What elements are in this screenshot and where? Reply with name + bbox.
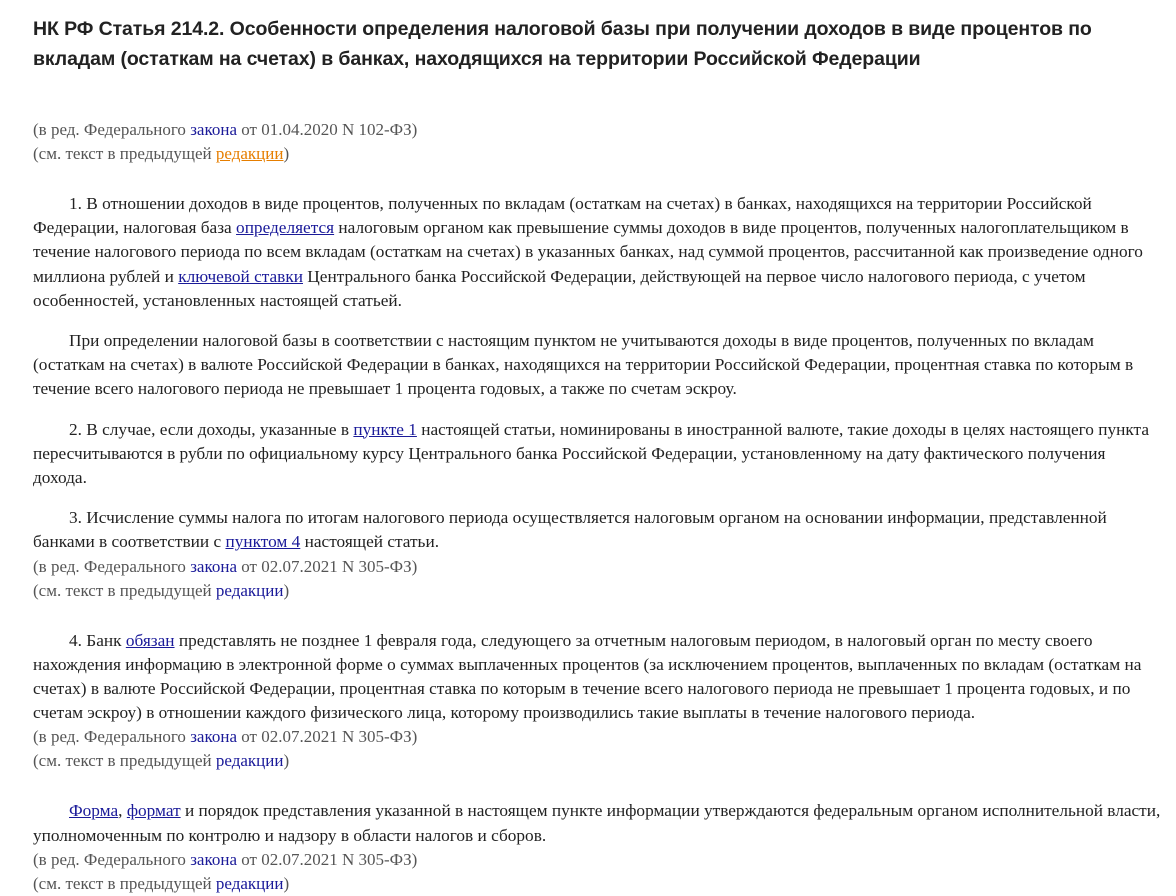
paragraph-1-continued: При определении налоговой базы в соответствии с настоящим пунктом не учитываются доходы в виде процентов, полученных по вкладам (остаткам на счетах) в валюте Российской Федерации в банках, находящихся на территории Российской Федерации, процентная ставка по которым в течение всего налогового периода не превышает 1 процента годовых, а также по счетам эскроу. xyxy=(33,331,1134,399)
previous-edition-link[interactable]: редакции xyxy=(215,580,284,600)
previous-edition-link[interactable]: редакции xyxy=(215,751,284,771)
paragraph-3: 3. Исчисление суммы налога по итогам налогового периода осуществляется налоговым органом на основании информации, представленной банками в соответствии с пунктом 4 настоящей статьи. xyxy=(33,508,1107,552)
paragraph-4-continued: Форма, формат и порядок представления указанной в настоящем пункте информации утверждаются федеральным органом исполнительной власти, уполномоченным по контролю и надзору в области налогов и сборов. xyxy=(33,801,1161,845)
previous-edition-line: (см. текст в предыдущей редакции) xyxy=(33,751,290,771)
document xyxy=(33,14,1163,896)
article-title: НК РФ Статья 214.2. Особенности определения налоговой базы при получении доходов в виде процентов по вкладам (остаткам на счетах) в банках, находящихся на территории Российской Федерации xyxy=(33,18,1092,70)
form-link[interactable]: Форма xyxy=(69,801,119,821)
law-link[interactable]: закона xyxy=(190,120,237,139)
edition-line: (в ред. Федерального закона от 02.07.2021 N 305-ФЗ) xyxy=(33,556,418,576)
point-4-link[interactable]: пунктом 4 xyxy=(225,532,301,552)
point-1-link[interactable]: пункте 1 xyxy=(353,419,417,439)
law-link[interactable]: закона xyxy=(190,849,237,869)
previous-edition-line: (см. текст в предыдущей редакции) xyxy=(33,873,290,893)
key-rate-link[interactable]: ключевой ставки xyxy=(178,266,303,286)
edition-line: (в ред. Федерального закона от 01.04.2020 N 102-ФЗ) xyxy=(33,120,418,139)
paragraph-2: 2. В случае, если доходы, указанные в пункте 1 настоящей статьи, номинированы в иностранной валюте, такие доходы в целях настоящего пункта пересчитываются в рубли по официальному курсу Центрального банка Российской Федерации, установленному на дату фактического получения дохода. xyxy=(33,419,1149,488)
law-link[interactable]: закона xyxy=(190,556,237,576)
obliged-link[interactable]: обязан xyxy=(125,630,175,650)
format-link[interactable]: формат xyxy=(126,801,181,821)
previous-edition-line: (см. текст в предыдущей редакции) xyxy=(33,144,290,163)
previous-edition-link[interactable]: редакции xyxy=(215,144,284,163)
edition-note-p3 xyxy=(33,555,1163,603)
previous-edition-line: (см. текст в предыдущей редакции) xyxy=(33,580,290,600)
edition-note-p4 xyxy=(33,725,1163,773)
edition-note-top xyxy=(33,118,1163,166)
paragraph-4: 4. Банк обязан представлять не позднее 1 февраля года, следующего за отчетным налоговым периодом, в налоговый орган по месту своего нахождения информацию в электронной форме о суммах выплаченных процентов (за исключением процентов, выплаченных по вкладам (остаткам на счетах) в валюте Российской Федерации, процентная ставка по которым в течение всего налогового периода не превышает 1 процента годовых, и по счетам эскроу) в отношении каждого физического лица, которому производились такие выплаты в течение налогового периода. xyxy=(33,630,1142,723)
determined-link[interactable]: определяется xyxy=(236,218,335,238)
law-link[interactable]: закона xyxy=(190,727,237,747)
previous-edition-link[interactable]: редакции xyxy=(215,873,284,893)
edition-line: (в ред. Федерального закона от 02.07.2021 N 305-ФЗ) xyxy=(33,849,418,869)
paragraph-1: 1. В отношении доходов в виде процентов, полученных по вкладам (остаткам на счетах) в банках, находящихся на территории Российской Федерации, налоговая база определяется налоговым органом как превышение суммы доходов в виде процентов, полученных налогоплательщиком в течение налогового периода по всем вкладам (остаткам на счетах) в указанных банках, над суммой процентов, рассчитанной как произведение одного миллиона рублей и ключевой ставки Центрального банка Российской Федерации, действующей на первое число налогового периода, с учетом особенностей, установленных настоящей статьей. xyxy=(33,194,1143,310)
edition-line: (в ред. Федерального закона от 02.07.2021 N 305-ФЗ) xyxy=(33,727,418,747)
